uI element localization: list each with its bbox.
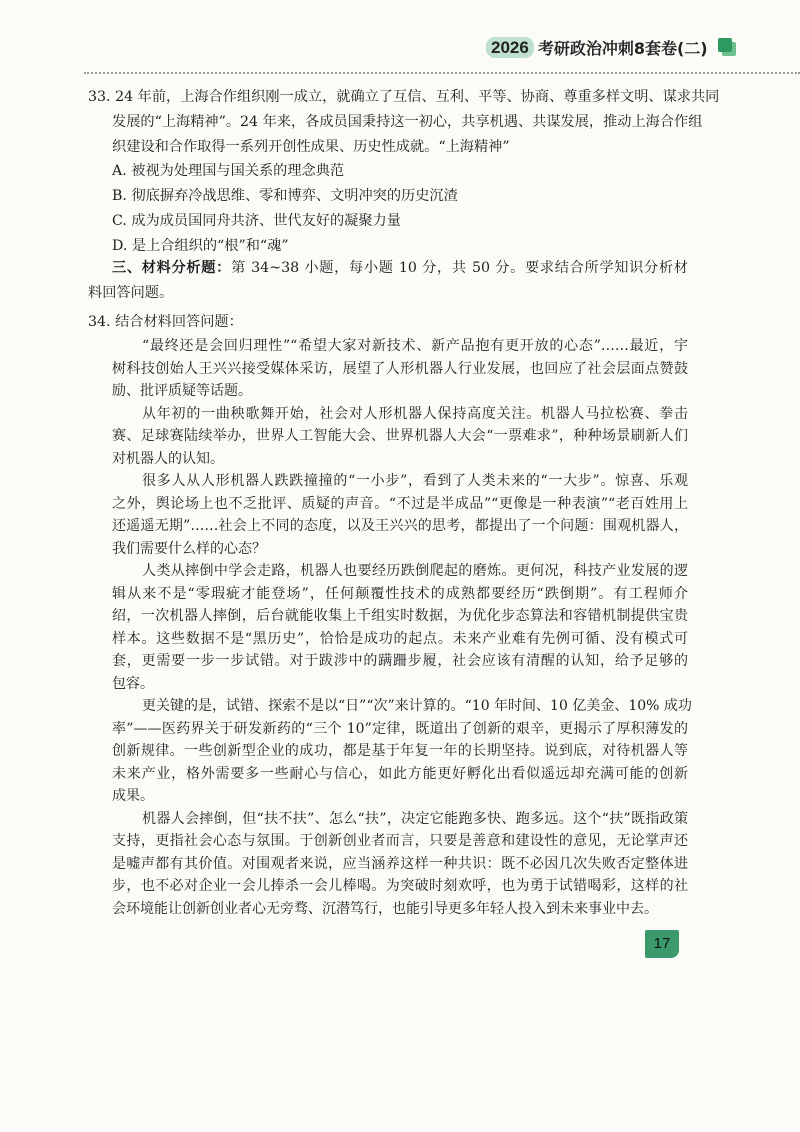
material-paragraph [112,335,688,403]
question-34-title: 34. 结合材料回答问题： [88,314,243,330]
question-33 [88,85,720,259]
material-line: 很多人从人形机器人跌跌撞撞的“一小步”，看到了人类未来的“一大步”。惊喜、乐观 [142,473,688,489]
material-line: 步，也不必对企业一会儿捧杀一会儿棒喝。为突破时刻欢呼，也为勇于试错喝彩，这样的社 [112,878,688,894]
material-line: 成果。 [112,788,154,804]
material-paragraph [112,403,688,471]
material-line: 人类从摔倒中学会走路，机器人也要经历跌倒爬起的磨炼。更何况，科技产业发展的逻 [142,563,688,579]
question-33-line: 织建设和合作取得一系列开创性成果、历史性成就。“上海精神” [112,138,510,155]
material-line: 是嘘声都有其价值。对围观者来说，应当涵养这样一种共识：既不必因几次失败否定整体进 [112,855,688,872]
material-line: “最终还是会回归理性”“希望大家对新技术、新产品抱有更开放的心态”……最近，宇 [142,338,688,354]
header-title: 考研政治冲刺8套卷(二) [537,38,708,58]
material-line: 从年初的一曲秧歌舞开始，社会对人形机器人保持高度关注。机器人马拉松赛、拳击 [142,405,688,422]
option-b: B. 彻底摒弃冷战思维、零和博弈、文明冲突的历史沉渣 [112,188,458,205]
material-paragraph [112,695,692,808]
material-line: 对机器人的认知。 [112,450,224,467]
material-line: 未来产业，格外需要多一些耐心与信心，如此方能更好孵化出看似遥远却充满可能的创新 [112,765,688,782]
material-line: 绍，一次机器人摔倒，后台就能收集上千组实时数据，为优化步态算法和容错机制提供宝贵 [112,608,688,624]
header-year-badge: 2026 [486,37,534,58]
section-instructions-cont: 料回答问题。 [88,285,174,301]
material-line: 包容。 [112,675,154,692]
question-33-line: 33. 24 年前，上海合作组织刚一成立，就确立了互信、互利、平等、协商、尊重多样文明、谋求共同 [88,89,720,105]
material-line: 机器人会摔倒，但“扶不扶”、怎么“扶”，决定它能跑多快、跑多远。这个“扶”既指政策 [142,810,688,827]
material-line: 之外，舆论场上也不乏批评、质疑的声音。“不过是半成品”“更像是一种表演”“老百姓用上 [112,495,688,512]
material-line: 支持，更指社会心态与氛围。于创新创业者而言，只要是善意和建设性的意见，无论掌声还 [112,833,688,849]
material-paragraph [112,560,688,695]
material-line: 还遥遥无期”……社会上不同的态度，以及王兴兴的思考，都提出了一个问题：围观机器人， [112,518,688,534]
book-icon [718,38,736,56]
question-33-line: 发展的“上海精神”。24 年来，各成员国秉持这一初心，共享机遇、共谋发展，推动上海合作组 [112,113,703,130]
page-number: 17 [645,930,679,958]
material-line: 辑从来不是“零瑕疵才能登场”，任何颠覆性技术的成熟都要经历“跌倒期”。有工程师介 [112,585,688,602]
header-divider [84,72,800,74]
section-heading [88,256,688,306]
material-line: 更关键的是，试错、探索不是以“日”“次”来计算的。“10 年时间、10 亿美金、10% 成功 [142,698,692,714]
material-paragraph [112,808,688,921]
running-header [486,36,736,58]
material-line: 励、批评质疑等话题。 [112,383,252,399]
material-line: 套，更需要一步一步试错。对于跋涉中的蹒跚步履，社会应该有清醒的认知，给予足够的 [112,653,688,669]
section-instructions: 第 34~38 小题，每小题 10 分，共 50 分。要求结合所学知识分析材 [231,260,688,276]
option-a: A. 被视为处理国与国关系的理念典范 [112,163,345,180]
material-line: 样本。这些数据不是“黑历史”，恰恰是成功的起点。未来产业难有先例可循、没有模式可 [112,630,688,647]
section-title: 三、材料分析题： [112,260,232,276]
question-34-material [112,335,692,920]
material-paragraph [112,470,688,560]
option-d: D. 是上合组织的“根”和“魂” [112,237,289,254]
material-line: 我们需要什么样的心态？ [112,540,266,557]
material-line: 赛、足球赛陆续举办，世界人工智能大会、世界机器人大会“一票难求”，种种场景刷新人们 [112,428,688,444]
option-c: C. 成为成员国同舟共济、世代友好的凝聚力量 [112,212,401,229]
material-line: 树科技创始人王兴兴接受媒体采访，展望了人形机器人行业发展，也回应了社会层面点赞鼓 [112,360,688,377]
material-line: 率”——医药界关于研发新药的“三个 10”定律，既道出了创新的艰辛，更揭示了厚积薄发的 [112,720,688,737]
material-line: 创新规律。一些创新型企业的成功，都是基于年复一年的长期坚持。说到底，对待机器人等 [112,743,688,759]
material-line: 会环境能让创新创业者心无旁骛、沉潜笃行，也能引导更多年轻人投入到未来事业中去。 [112,900,658,917]
